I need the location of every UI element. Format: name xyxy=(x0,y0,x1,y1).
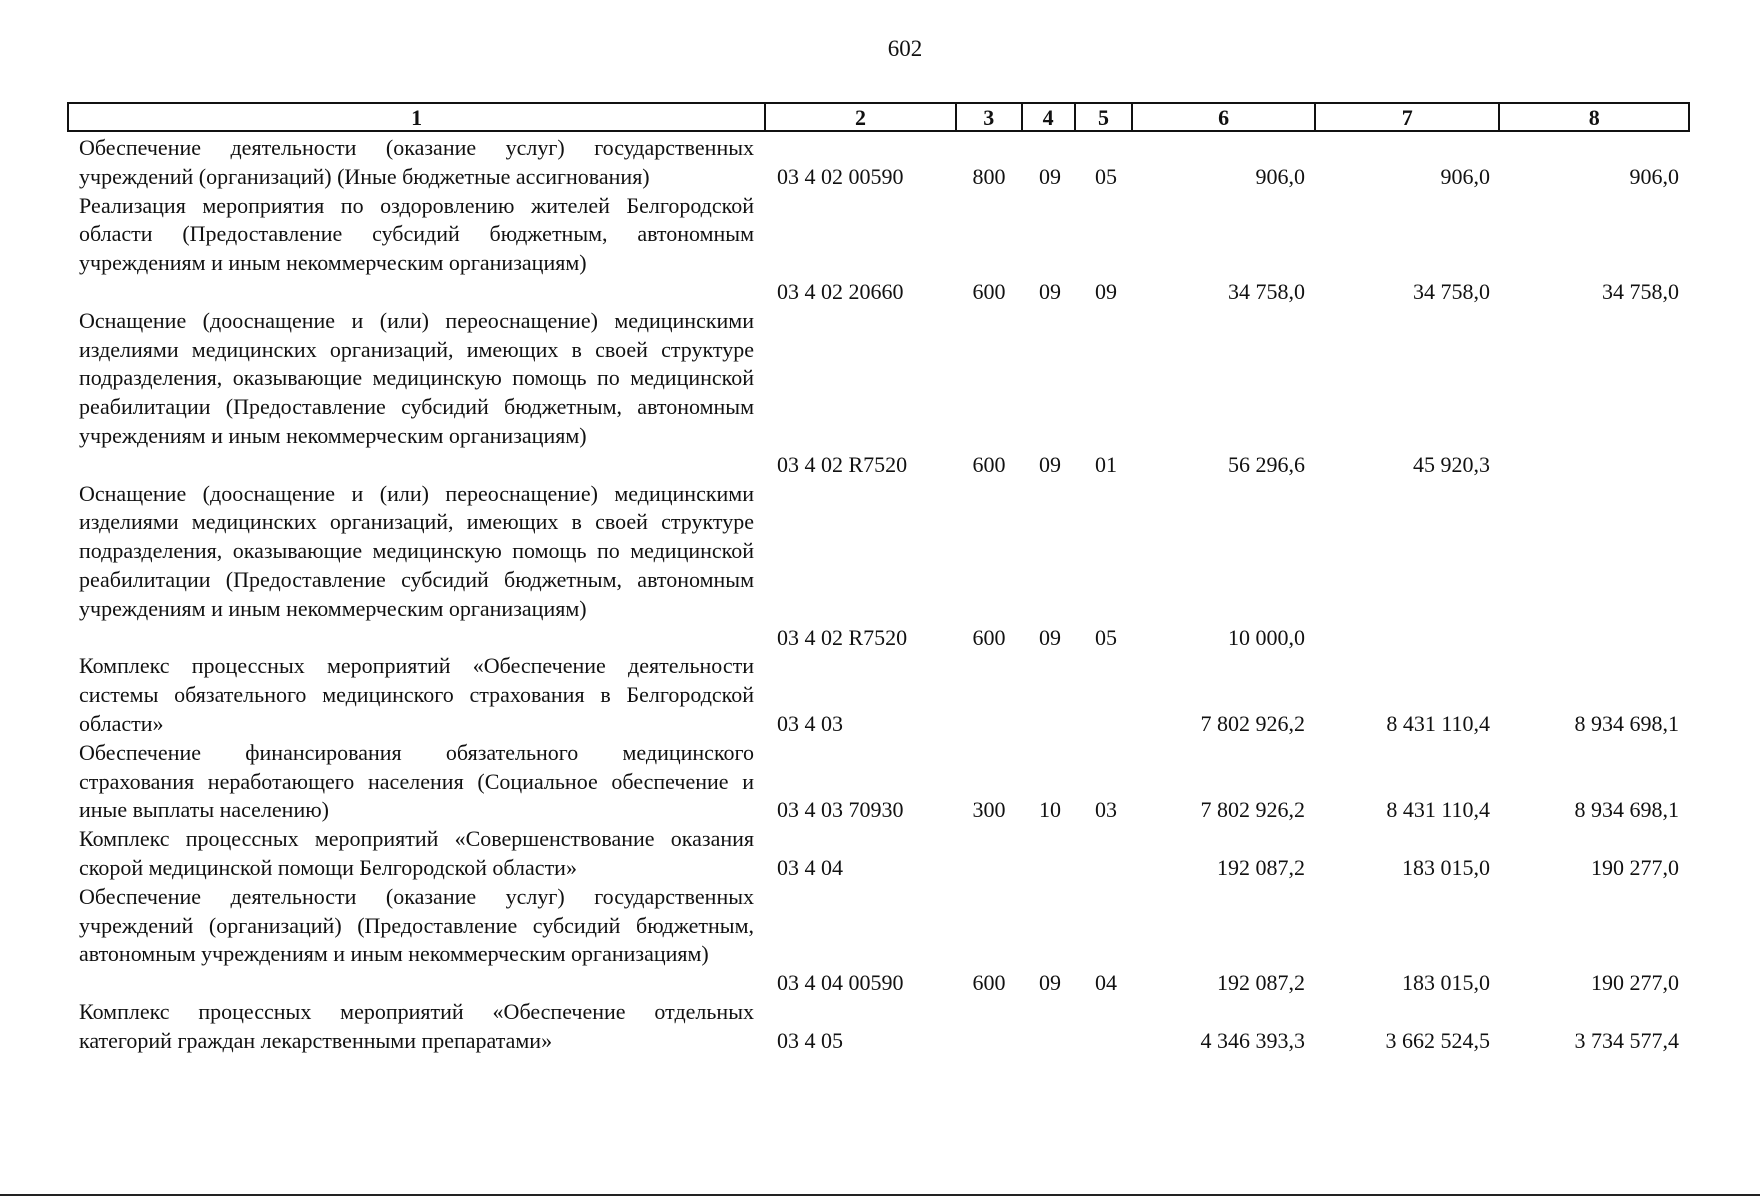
table-row xyxy=(0,652,1760,738)
table-body xyxy=(0,134,1760,1056)
header-col-1: 1 xyxy=(69,104,766,130)
table-row xyxy=(0,825,1760,883)
table-row xyxy=(0,192,1760,307)
row-col-7: 906,0 xyxy=(1440,163,1490,189)
header-col-2: 2 xyxy=(766,104,957,130)
table-row xyxy=(0,883,1760,998)
table-row xyxy=(0,998,1760,1056)
row-col-4: 09 xyxy=(1039,163,1061,189)
row-col-4: 09 xyxy=(1039,970,1061,996)
row-col-3: 600 xyxy=(972,624,1006,650)
row-col-6: 34 758,0 xyxy=(1228,278,1305,304)
row-col-7: 183 015,0 xyxy=(1402,854,1490,880)
row-col-6: 56 296,6 xyxy=(1228,451,1305,477)
row-col-5: 03 xyxy=(1095,797,1117,823)
row-col-3: 800 xyxy=(972,163,1006,189)
row-col-5: 09 xyxy=(1095,278,1117,304)
row-name: Обеспечение финансирования обязательного медицинского страхования неработающего населения (Социальное обеспечение и иные выплаты населению) xyxy=(79,739,754,823)
row-col-5: 01 xyxy=(1095,451,1117,477)
row-col-7: 8 431 110,4 xyxy=(1386,710,1490,736)
page-number: 602 xyxy=(887,36,923,61)
row-code: 03 4 04 xyxy=(777,854,843,880)
row-name: Оснащение (дооснащение и (или) переоснащение) медицинскими изделиями медицинских организаций, имеющих в своей структуре подразделения, оказывающие медицинскую помощь по медицинской реабилитации (Предоставление субсидий бюджетным, автономным учреждениям и иным некоммерческим организациям) xyxy=(79,480,754,621)
page-bottom-rule xyxy=(0,1194,1760,1196)
row-col-5: 04 xyxy=(1095,970,1117,996)
row-col-8: 3 734 577,4 xyxy=(1574,1027,1679,1053)
row-col-7: 8 431 110,4 xyxy=(1386,797,1490,823)
header-col-4: 4 xyxy=(1023,104,1076,130)
row-col-8: 8 934 698,1 xyxy=(1574,710,1679,736)
header-col-6: 6 xyxy=(1133,104,1316,130)
row-col-3: 600 xyxy=(972,451,1006,477)
row-name: Комплекс процессных мероприятий «Обеспечение отдельных категорий граждан лекарственными препаратами» xyxy=(79,998,754,1053)
row-col-3: 300 xyxy=(972,797,1006,823)
row-col-6: 10 000,0 xyxy=(1228,624,1305,650)
table-row xyxy=(0,739,1760,825)
header-col-5: 5 xyxy=(1076,104,1134,130)
row-code: 03 4 04 00590 xyxy=(777,970,904,996)
row-col-7: 183 015,0 xyxy=(1402,970,1490,996)
row-code: 03 4 02 R7520 xyxy=(777,451,908,477)
row-code: 03 4 03 xyxy=(777,710,843,736)
row-col-3: 600 xyxy=(972,278,1006,304)
row-col-3: 600 xyxy=(972,970,1006,996)
row-code: 03 4 05 xyxy=(777,1027,843,1053)
row-code: 03 4 02 R7520 xyxy=(777,624,908,650)
header-col-8: 8 xyxy=(1588,105,1600,130)
row-col-4: 10 xyxy=(1039,797,1061,823)
row-col-6: 906,0 xyxy=(1255,163,1305,189)
row-col-8: 906,0 xyxy=(1629,163,1679,189)
row-col-8: 190 277,0 xyxy=(1591,854,1679,880)
row-name: Обеспечение деятельности (оказание услуг) государственных учреждений (организаций) (Предоставление субсидий бюджетным, автономным учреждениям и иным некоммерческим организациям) xyxy=(79,883,754,967)
row-col-6: 4 346 393,3 xyxy=(1200,1027,1305,1053)
row-code: 03 4 02 20660 xyxy=(777,278,904,304)
row-col-7: 34 758,0 xyxy=(1413,278,1490,304)
row-col-6: 7 802 926,2 xyxy=(1200,710,1305,736)
row-col-4: 09 xyxy=(1039,624,1061,650)
row-col-6: 192 087,2 xyxy=(1217,970,1305,996)
table-row xyxy=(0,480,1760,653)
table-row xyxy=(0,307,1760,480)
header-col-7: 7 xyxy=(1316,104,1501,130)
row-name: Обеспечение деятельности (оказание услуг) государственных учреждений (организаций) (Иные бюджетные ассигнования) xyxy=(79,135,754,189)
row-col-6: 192 087,2 xyxy=(1217,854,1305,880)
row-name: Комплекс процессных мероприятий «Обеспечение деятельности системы обязательного медицинского страхования в Белгородской области» xyxy=(79,653,754,736)
row-code: 03 4 02 00590 xyxy=(777,163,904,189)
row-col-8: 34 758,0 xyxy=(1602,278,1679,304)
row-col-5: 05 xyxy=(1095,163,1117,189)
row-col-7: 3 662 524,5 xyxy=(1385,1027,1490,1053)
row-col-7: 45 920,3 xyxy=(1413,451,1490,477)
row-name: Комплекс процессных мероприятий «Совершенствование оказания скорой медицинской помощи Белгородской области» xyxy=(79,826,754,880)
row-col-8: 8 934 698,1 xyxy=(1574,797,1679,823)
header-col-3: 3 xyxy=(957,104,1023,130)
table-header xyxy=(67,102,1690,132)
row-col-6: 7 802 926,2 xyxy=(1200,797,1305,823)
row-col-8: 190 277,0 xyxy=(1591,970,1679,996)
row-col-5: 05 xyxy=(1095,624,1117,650)
row-col-4: 09 xyxy=(1039,451,1061,477)
row-name: Оснащение (дооснащение и (или) переоснащение) медицинскими изделиями медицинских организаций, имеющих в своей структуре подразделения, оказывающие медицинскую помощь по медицинской реабилитации (Предоставление субсидий бюджетным, автономным учреждениям и иным некоммерческим организациям) xyxy=(79,307,754,448)
row-code: 03 4 03 70930 xyxy=(777,797,904,823)
table-row xyxy=(0,134,1760,192)
row-name: Реализация мероприятия по оздоровлению жителей Белгородской области (Предоставление субсидий бюджетным, автономным учреждениям и иным некоммерческим организациям) xyxy=(79,192,754,276)
row-col-4: 09 xyxy=(1039,278,1061,304)
